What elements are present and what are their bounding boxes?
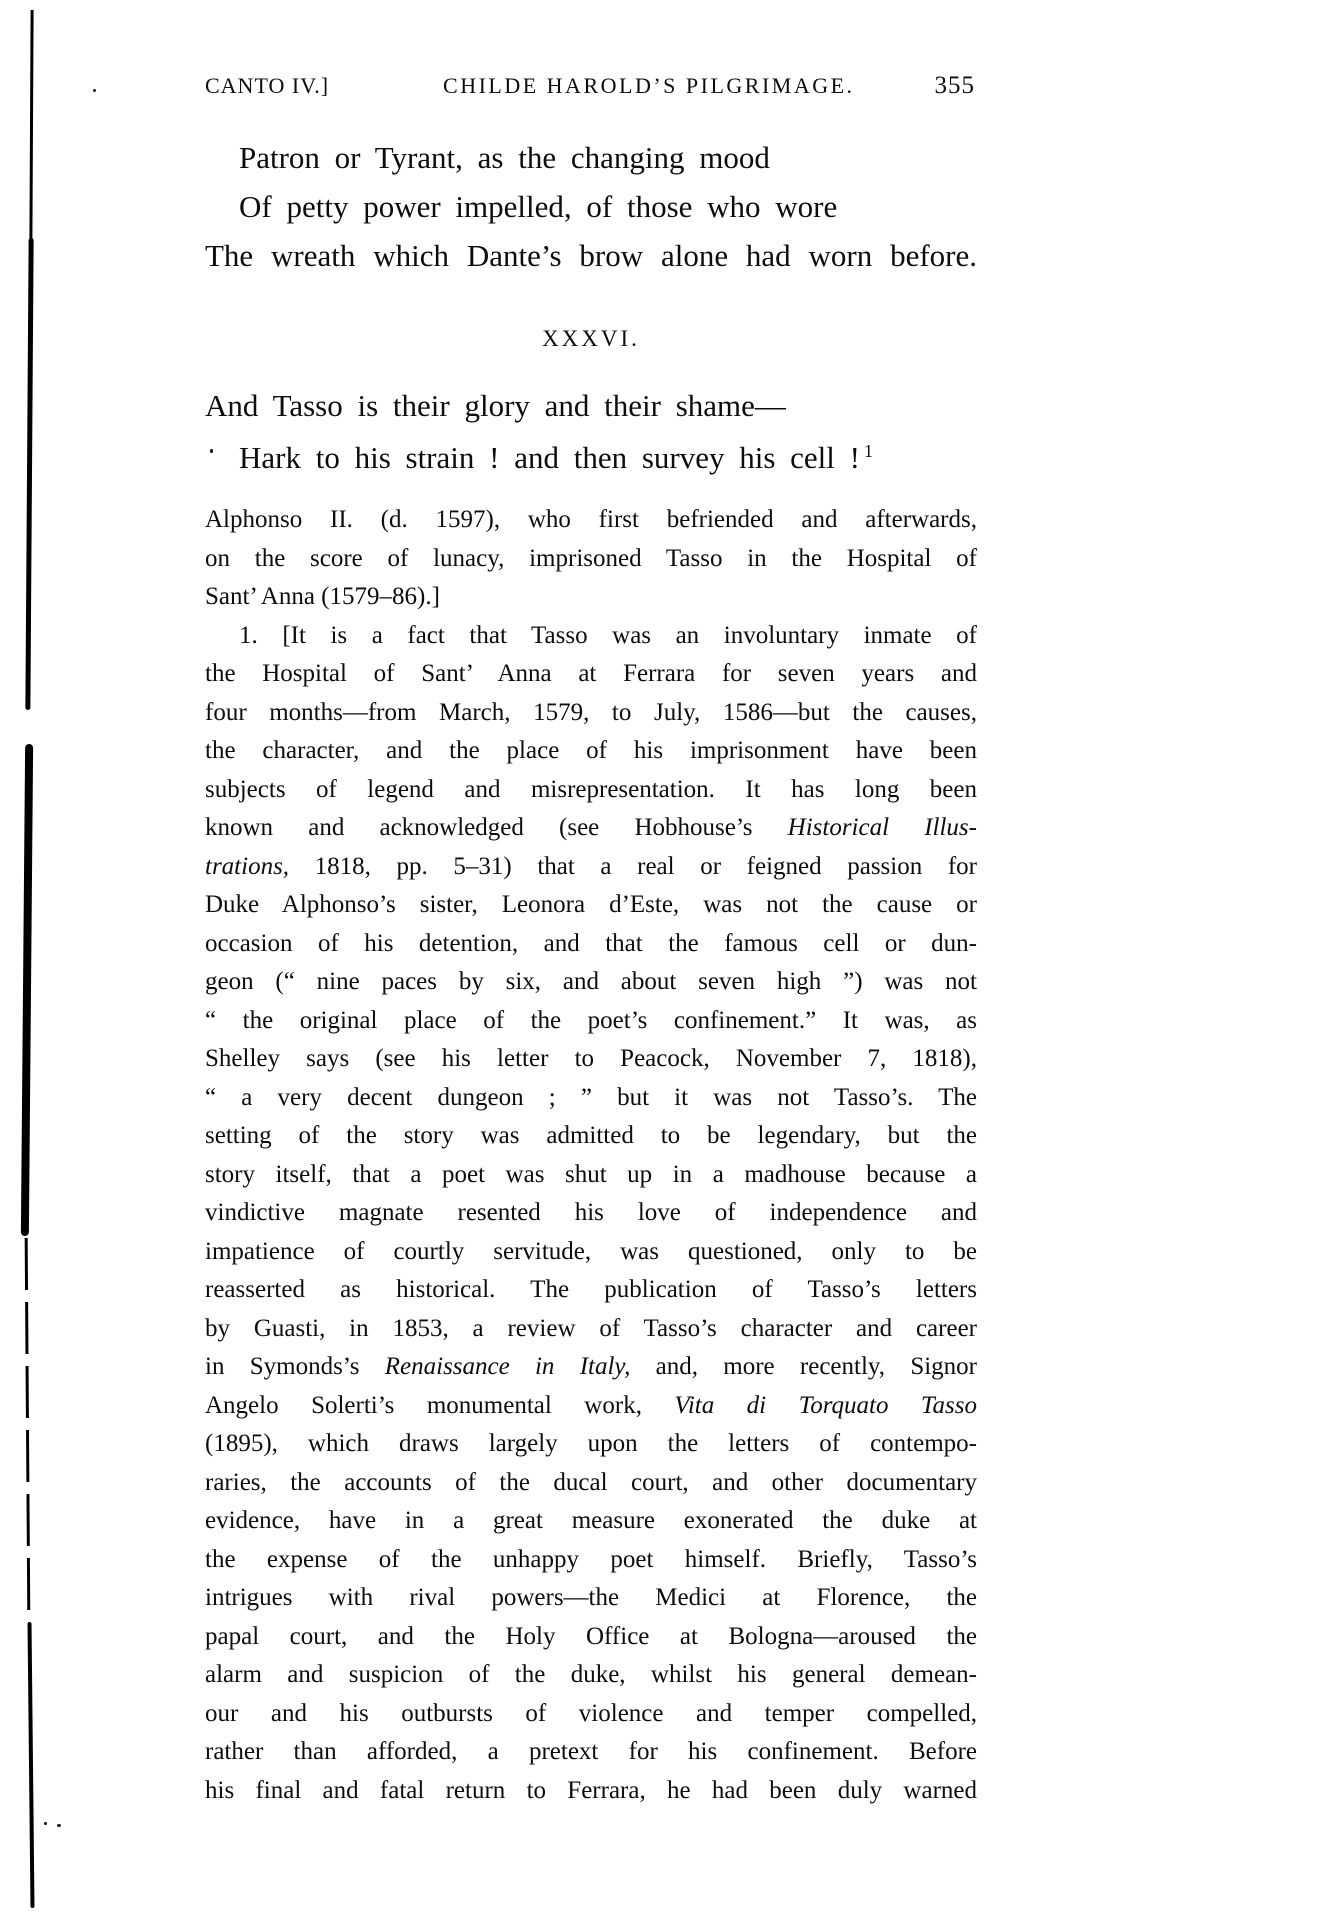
text-line [205, 886, 977, 925]
text-segment: on the score of lunacy, imprisoned Tasso in the Hospital of [205, 544, 977, 572]
text-segment: the character, and the place of his imprisonment have been [205, 737, 977, 764]
text-line [205, 1772, 977, 1811]
text-segment: subjects of legend and misrepresentation. It has long been [205, 775, 977, 803]
text-line [205, 1541, 977, 1580]
text-segment: Alphonso II. (d. 1597), who first befriended and afterwards, [205, 506, 977, 533]
text-line [205, 1579, 977, 1618]
text-line [205, 231, 977, 280]
text-line [205, 1618, 977, 1657]
ink-speck [44, 1822, 47, 1825]
text-line [205, 1387, 977, 1426]
text-segment: vindictive magnate resented his love of independence and [205, 1199, 977, 1226]
text-segment: Shelley says (see his letter to Peacock, November 7, 1818), [205, 1045, 977, 1072]
text-line [205, 1733, 977, 1772]
text-line [205, 617, 977, 656]
text-line [205, 732, 977, 771]
text-segment: known and acknowledged (see Hobhouse’s [205, 814, 788, 841]
italic-text: Renaissance in Italy, [384, 1353, 631, 1380]
text-line [205, 963, 977, 1002]
running-head-title: CHILDE HAROLD’S PILGRIMAGE. [443, 73, 855, 98]
text-segment: Duke Alphonso’s sister, Leonora d’Este, was not the cause or [205, 891, 977, 918]
text-segment: (1895), which draws largely upon the letters of contempo- [205, 1430, 977, 1457]
text-segment: four months—from March, 1579, to July, 1586—but the causes, [205, 698, 977, 726]
ink-speck [93, 89, 96, 92]
text-line [205, 925, 977, 964]
text-segment: in Symonds’s [205, 1353, 385, 1380]
page-number: 355 [934, 72, 975, 99]
text-line [205, 1079, 977, 1118]
scan-binding-line [21, 744, 33, 1236]
text-line [205, 380, 977, 432]
text-segment: The wreath which Dante’s brow alone had worn before. [205, 238, 977, 273]
text-line [205, 1656, 977, 1695]
text-segment: “ a very decent dungeon ; ” but it was not Tasso’s. The [205, 1083, 977, 1111]
scan-binding-line [29, 10, 33, 240]
text-segment: geon (“ nine paces by six, and about seven high ”) was not [205, 968, 977, 995]
text-segment: reasserted as historical. The publication of Tasso’s letters [205, 1276, 977, 1303]
text-segment: Of petty power impelled, of those who wore [239, 189, 838, 224]
text-segment: by Guasti, in 1853, a review of Tasso’s character and career [205, 1314, 977, 1342]
text-line [205, 1310, 977, 1349]
text-segment: 1. [It is a fact that Tasso was an involuntary inmate of [239, 621, 977, 649]
ink-speck [57, 1824, 61, 1827]
stanza-number-heading: XXXVI. [542, 326, 640, 351]
text-segment: the Hospital of Sant’ Anna at Ferrara for seven years and [205, 660, 977, 687]
text-segment: evidence, have in a great measure exonerated the duke at [205, 1507, 977, 1534]
text-line [205, 1425, 977, 1464]
text-line [205, 809, 977, 848]
text-segment: his final and fatal return to Ferrara, he had been duly warned [205, 1776, 977, 1804]
text-line [205, 655, 977, 694]
text-segment: alarm and suspicion of the duke, whilst his general demean- [205, 1661, 977, 1688]
text-line [205, 1271, 977, 1310]
text-line [205, 1002, 977, 1041]
italic-text: trations, [205, 852, 290, 880]
footnote-reference: 1 [863, 440, 873, 461]
page-header [205, 72, 977, 100]
text-segment: the expense of the unhappy poet himself. Briefly, Tasso’s [205, 1545, 977, 1573]
running-head-canto: CANTO IV.] [205, 73, 330, 98]
text-line [205, 848, 977, 887]
text-line [205, 432, 977, 484]
italic-text: Vita di Torquato Tasso [674, 1391, 977, 1419]
text-segment: Patron or Tyrant, as the changing mood [239, 140, 770, 175]
text-segment: And Tasso is their glory and their shame— [205, 388, 786, 423]
footnote-1 [205, 617, 977, 1811]
footnote-continuation [205, 501, 977, 617]
text-line [205, 540, 977, 579]
text-line [205, 133, 977, 182]
text-segment: Sant’ Anna (1579–86).] [205, 583, 440, 610]
text-segment: papal court, and the Holy Office at Bologna—aroused the [205, 1622, 977, 1650]
text-line [205, 1464, 977, 1503]
text-segment: Angelo Solerti’s monumental work, [205, 1391, 675, 1419]
scan-binding-line [25, 238, 33, 710]
text-line [205, 1502, 977, 1541]
text-line [205, 1156, 977, 1195]
book-page [205, 72, 977, 1810]
stanza-xxxv-end [205, 133, 977, 280]
text-segment: raries, the accounts of the ducal court, and other documentary [205, 1468, 977, 1496]
text-line [205, 1348, 977, 1387]
text-line [205, 694, 977, 733]
text-segment: intrigues with rival powers—the Medici at Florence, the [205, 1584, 977, 1611]
text-line [205, 578, 977, 617]
scan-binding-line [25, 1238, 31, 1620]
italic-text: Historical Illus- [787, 814, 977, 841]
text-segment: “ the original place of the poet’s confinement.” It was, as [205, 1006, 977, 1034]
text-segment: occasion of his detention, and that the famous cell or dun- [205, 929, 977, 957]
text-line [205, 1695, 977, 1734]
scan-binding-line [28, 1622, 35, 1908]
text-segment: our and his outbursts of violence and temper compelled, [205, 1699, 977, 1727]
text-segment: impatience of courtly servitude, was questioned, only to be [205, 1237, 977, 1265]
text-segment: rather than afforded, a pretext for his confinement. Before [205, 1738, 977, 1765]
text-line [205, 1117, 977, 1156]
text-line [205, 182, 977, 231]
text-line [205, 1040, 977, 1079]
text-segment: setting of the story was admitted to be legendary, but the [205, 1122, 977, 1149]
text-segment: and, more recently, Signor [630, 1353, 977, 1380]
text-line [205, 501, 977, 540]
text-line [205, 1233, 977, 1272]
text-segment: Hark to his strain ! and then survey his cell ! [239, 440, 860, 475]
text-segment: story itself, that a poet was shut up in a madhouse because a [205, 1160, 977, 1188]
text-line [205, 771, 977, 810]
text-line [205, 1194, 977, 1233]
text-segment: 1818, pp. 5–31) that a real or feigned passion for [289, 852, 977, 880]
stanza-xxxvi [205, 380, 977, 484]
